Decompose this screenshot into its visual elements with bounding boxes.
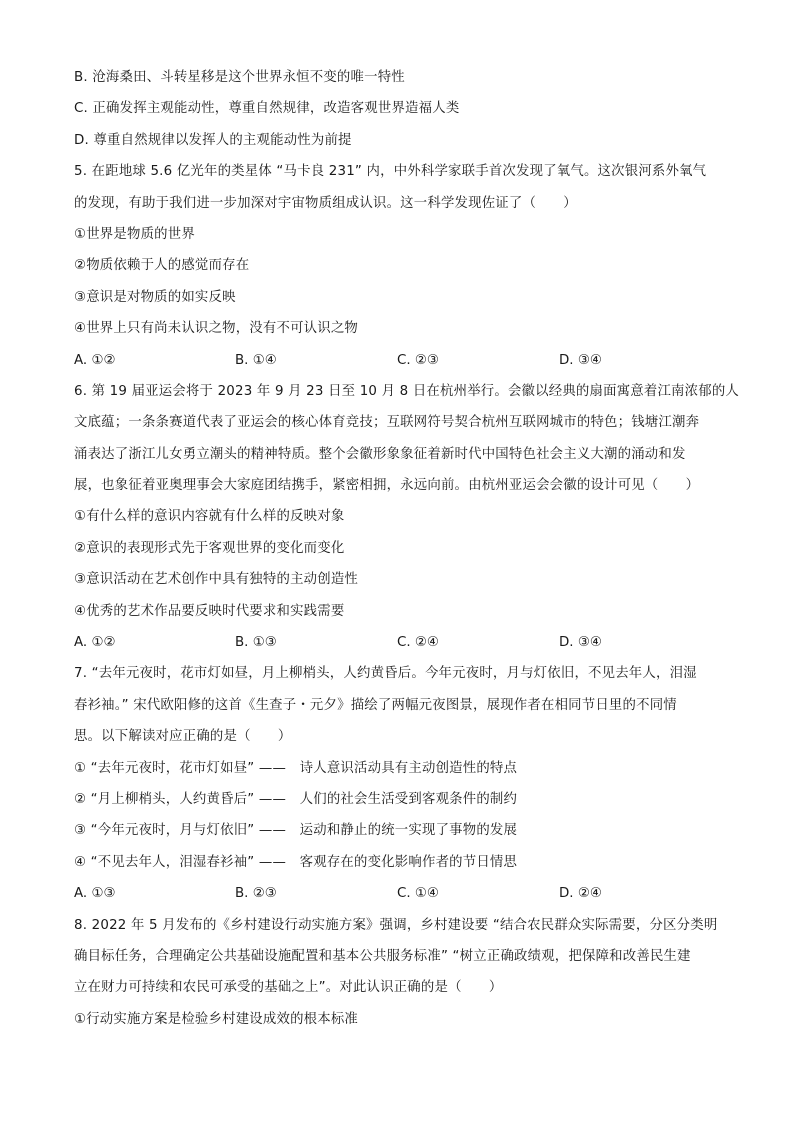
q5-options <box>74 345 724 376</box>
q7-statement-1: ① “去年元夜时，花市灯如昼” —— 诗人意识活动具有主动创造性的特点 <box>74 760 518 776</box>
q7-statement-4: ④ “不见去年人，泪湿春衫袖” —— 客观存在的变化影响作者的节日情思 <box>74 854 518 870</box>
q7-option-b: B. ②③ <box>235 886 277 902</box>
q5-option-c: C. ②③ <box>397 352 439 368</box>
q5-option-a: A. ①② <box>74 352 116 368</box>
q8-stem-line-2: 确目标任务，合理确定公共基础设施配置和基本公共服务标准” “树立正确政绩观，把保障和改善民生建 <box>74 948 691 964</box>
q6-option-a: A. ①② <box>74 635 116 651</box>
q7-stem-line-3: 思。以下解读对应正确的是（ ） <box>74 729 292 745</box>
q8-statement-1: ①行动实施方案是检验乡村建设成效的根本标准 <box>74 1011 359 1027</box>
q6-stem-line-4: 展，也象征着亚奥理事会大家庭团结携手，紧密相拥，永远向前。由杭州亚运会会徽的设计可见（ ） <box>74 478 700 494</box>
q6-statement-1: ①有什么样的意识内容就有什么样的反映对象 <box>74 509 345 525</box>
q4-option-d: D. 尊重自然规律以发挥人的主观能动性为前提 <box>74 132 352 148</box>
q7-option-a: A. ①③ <box>74 886 116 902</box>
q5-statement-3: ③意识是对物质的如实反映 <box>74 289 236 305</box>
q6-option-d: D. ③④ <box>559 635 602 651</box>
q6-stem-line-1: 6. 第 19 届亚运会将于 2023 年 9 月 23 日至 10 月 8 日在杭州举行。会徽以经典的扇面寓意着江南浓郁的人 <box>74 383 740 399</box>
q6-statement-4: ④优秀的艺术作品要反映时代要求和实践需要 <box>74 603 345 619</box>
q5-stem-line-2: 的发现，有助于我们进一步加深对宇宙物质组成认识。这一科学发现佐证了（ ） <box>74 195 577 211</box>
q5-option-b: B. ①④ <box>235 352 277 368</box>
q6-stem-line-2: 文底蕴；一条条赛道代表了亚运会的核心体育竞技；互联网符号契合杭州互联网城市的特色；钱塘江潮奔 <box>74 415 700 431</box>
q7-statement-2: ② “月上柳梢头，人约黄昏后” —— 人们的社会生活受到客观条件的制约 <box>74 791 518 807</box>
q6-stem-line-3: 涌表达了浙江儿女勇立潮头的精神特质。整个会徽形象象征着新时代中国特色社会主义大潮的涌动和发 <box>74 446 686 462</box>
q4-option-c: C. 正确发挥主观能动性，尊重自然规律，改造客观世界造福人类 <box>74 101 460 117</box>
question-8 <box>74 910 724 1036</box>
q5-option-d: D. ③④ <box>559 352 602 368</box>
question-7 <box>74 658 724 909</box>
q8-stem-line-1: 8. 2022 年 5 月发布的《乡村建设行动实施方案》强调，乡村建设要 “结合农民群众实际需要，分区分类明 <box>74 917 718 933</box>
q7-option-d: D. ②④ <box>559 886 602 902</box>
q6-statement-2: ②意识的表现形式先于客观世界的变化而变化 <box>74 540 345 556</box>
q6-option-b: B. ①③ <box>235 635 277 651</box>
exam-page <box>74 62 740 1035</box>
q5-statement-4: ④世界上只有尚未认识之物，没有不可认识之物 <box>74 321 359 337</box>
q6-statement-3: ③意识活动在艺术创作中具有独特的主动创造性 <box>74 572 359 588</box>
q5-statement-2: ②物质依赖于人的感觉而存在 <box>74 258 250 274</box>
q5-stem-line-1: 5. 在距地球 5.6 亿光年的类星体 “马卡良 231” 内，中外科学家联手首次发现了氧气。这次银河系外氧气 <box>74 164 707 180</box>
q8-stem-line-3: 立在财力可持续和农民可承受的基础之上”。对此认识正确的是（ ） <box>74 980 503 996</box>
q7-statement-3: ③ “今年元夜时，月与灯依旧” —— 运动和静止的统一实现了事物的发展 <box>74 823 518 839</box>
q6-options <box>74 627 724 658</box>
q7-option-c: C. ①④ <box>397 886 439 902</box>
q7-stem-line-2: 春衫袖。” 宋代欧阳修的这首《生查子・元夕》描绘了两幅元夜图景，展现作者在相同节日里的不同情 <box>74 697 677 713</box>
q7-stem-line-1: 7. “去年元夜时，花市灯如昼，月上柳梢头，人约黄昏后。今年元夜时，月与灯依旧，不见去年人，泪湿 <box>74 666 697 682</box>
q6-option-c: C. ②④ <box>397 635 439 651</box>
q7-options <box>74 878 724 909</box>
q4-option-b: B. 沧海桑田、斗转星移是这个世界永恒不变的唯一特性 <box>74 70 405 85</box>
question-5 <box>74 156 724 376</box>
question-6 <box>74 376 740 659</box>
q4-remaining-options <box>74 62 724 156</box>
q5-statement-1: ①世界是物质的世界 <box>74 226 195 242</box>
